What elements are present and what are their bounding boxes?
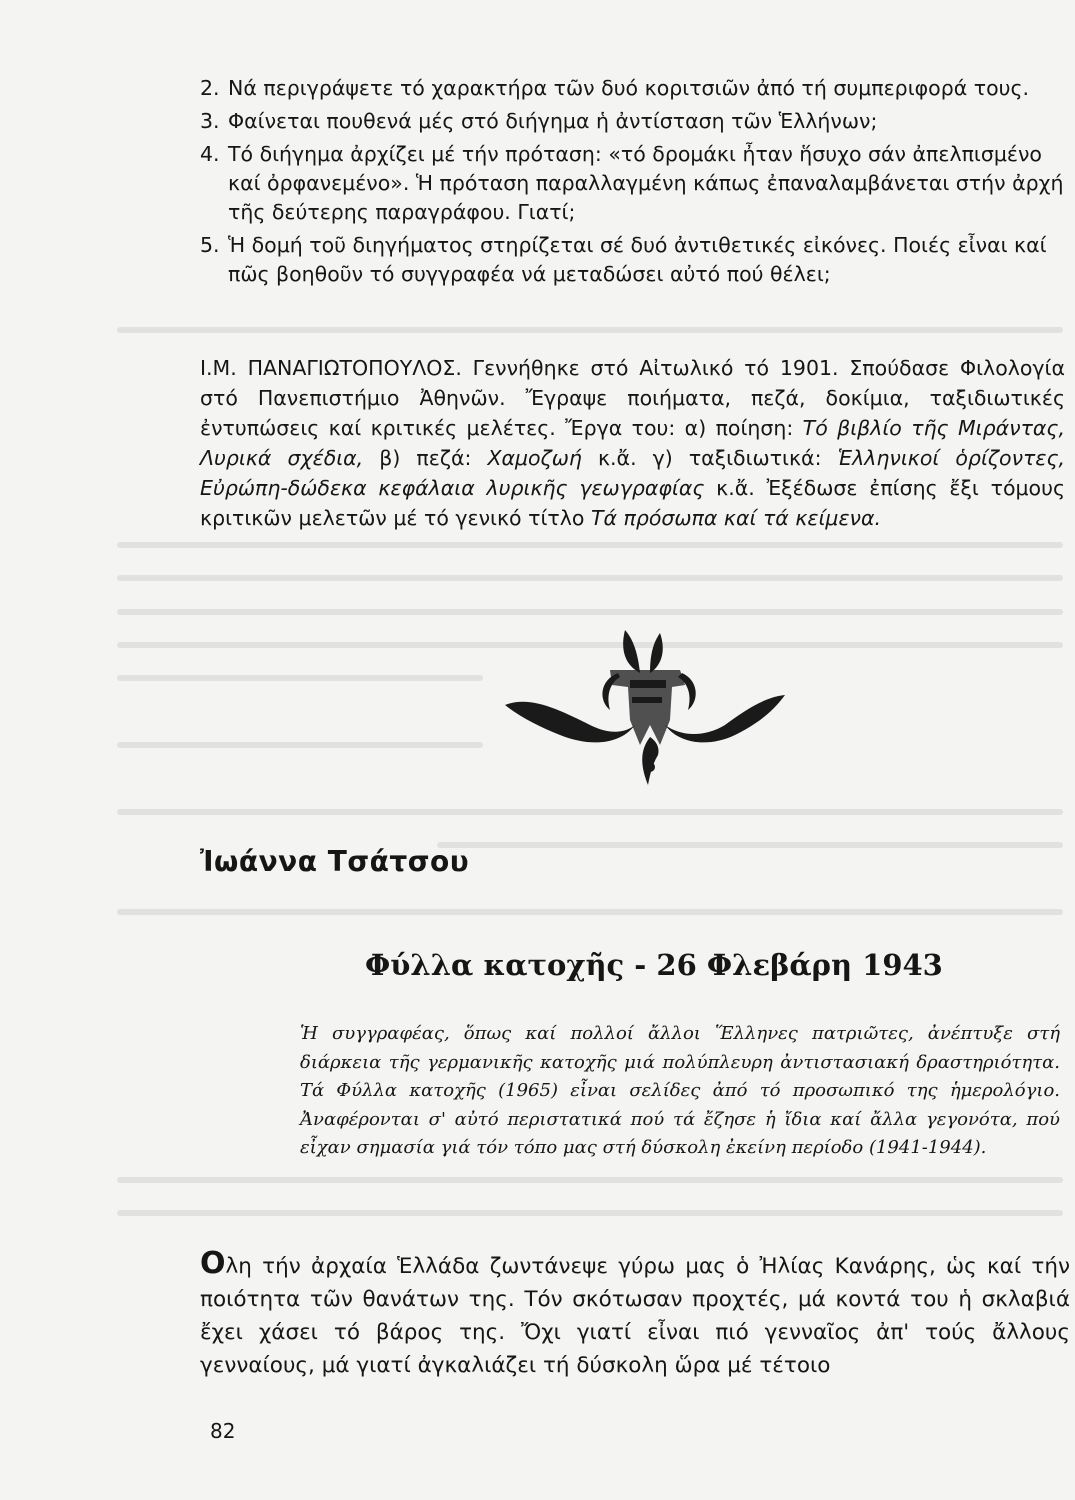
author-biography xyxy=(200,353,1065,533)
question-item xyxy=(200,231,1070,289)
body-text: λη τήν ἀρχαία Ἑλλάδα ζωντάνεψε γύρω μας ὁ Ἠλίας Κανάρης, ὡς καί τήν ποιότητα τῶν θανάτων της. Τόν σκότωσαν προχτές, μά κοντά του ἡ σκλαβιά ἔχει χάσει τό βάρος της. Ὄχι γιατί εἶναι πιό γενναῖος ἀπ' τούς ἄλλους γενναίους, μά γιατί ἀγκαλιάζει τή δύσκολη ὥρα μέ τέτοιο xyxy=(200,1254,1070,1378)
question-text: Ἡ δομή τοῦ διηγήματος στηρίζεται σέ δυό ἀντιθετικές εἰκόνες. Ποιές εἶναι καί πῶς βοηθοῦν τό συγγραφέα νά μεταδώσει αὐτό πού θέλει; xyxy=(228,233,1047,286)
bio-work-title: Χαμοζωή xyxy=(487,446,582,470)
question-item xyxy=(200,140,1070,227)
bio-text: κ.ἄ. Ἐξέδωσε ἐπίσης ἔξι τόμους κριτικῶν μελετῶν μέ τό γενικό τίτλο xyxy=(200,476,1065,530)
question-number: 2. xyxy=(200,76,220,100)
page-number: 82 xyxy=(210,1419,236,1443)
author-name: Ἰωάννα Τσάτσου xyxy=(200,845,470,878)
decorative-ornament-icon xyxy=(500,625,790,790)
chapter-title: Φύλλα κατοχῆς - 26 Φλεβάρη 1943 xyxy=(365,948,943,982)
bio-work-title: Τά πρόσωπα καί τά κείμενα. xyxy=(590,506,882,530)
question-text: Τό διήγημα ἀρχίζει μέ τήν πρόταση: «τό δρομάκι ἦταν ἥσυχο σάν ἀπελπισμένο καί ὀρφανεμένο». Ἡ πρόταση παραλλαγμένη κάπως ἐπαναλαμβάνεται στήν ἀρχή τῆς δεύτερης παραγράφου. Γιατί; xyxy=(228,142,1064,224)
question-item xyxy=(200,74,1070,103)
question-number: 4. xyxy=(200,142,220,166)
bio-text: β) πεζά: xyxy=(363,446,488,470)
question-text: Φαίνεται πουθενά μές στό διήγημα ἡ ἀντίσταση τῶν Ἑλλήνων; xyxy=(228,109,878,133)
drop-cap: Ο xyxy=(200,1246,226,1281)
question-number: 5. xyxy=(200,233,220,257)
bio-work-title: Τό βιβλίο τῆς Μιράντας, Λυρικά σχέδια, xyxy=(200,416,1065,470)
chapter-introduction: Ἡ συγγραφέας, ὅπως καί πολλοί ἄλλοι Ἕλληνες πατριῶτες, ἀνέπτυξε στή διάρκεια τῆς γερμανικῆς κατοχῆς μιά πολύπλευρη ἀντιστασιακή δραστηριότητα. Τά Φύλλα κατοχῆς (1965) εἶναι σελίδες ἀπό τό προσωπικό της ἡμερολόγιο. Ἀναφέρονται σ' αὐτό περιστατικά πού τά ἔζησε ἡ ἴδια καί ἄλλα γεγονότα, πού εἶχαν σημασία γιά τόν τόπο μας στή δύσκολη ἐκείνη περίοδο (1941-1944). xyxy=(300,1023,1060,1158)
question-item xyxy=(200,107,1070,136)
review-questions xyxy=(200,74,1070,289)
bio-work-title: Ἑλληνικοί ὁρίζοντες, Εὐρώπη-δώδεκα κεφάλαια λυρικῆς γεωγραφίας xyxy=(200,446,1065,500)
body-paragraph xyxy=(200,1246,1070,1382)
question-text: Νά περιγράψετε τό χαρακτήρα τῶν δυό κοριτσιῶν ἀπό τή συμπεριφορά τους. xyxy=(228,76,1030,100)
bio-text: κ.ἄ. γ) ταξιδιωτικά: xyxy=(581,446,838,470)
question-number: 3. xyxy=(200,109,220,133)
bio-text: Ι.Μ. ΠΑΝΑΓΙΩΤΟΠΟΥΛΟΣ. Γεννήθηκε στό Αἰτωλικό τό 1901. Σπούδασε Φιλολογία στό Πανεπιστήμιο Ἀθηνῶν. Ἔγραψε ποιήματα, πεζά, δοκίμια, ταξιδιωτικές ἐντυπώσεις καί κριτικές μελέτες. Ἔργα του: α) ποίηση: xyxy=(200,356,1065,440)
